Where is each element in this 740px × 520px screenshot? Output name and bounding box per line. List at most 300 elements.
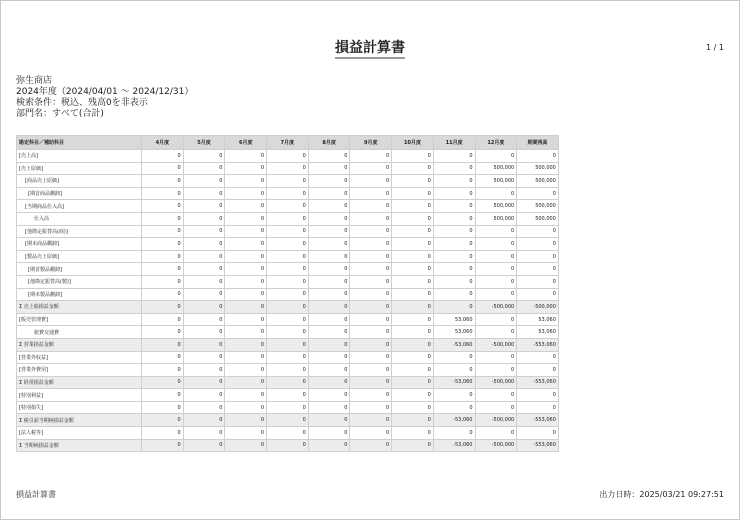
table-cell: 0 — [225, 376, 267, 389]
table-cell: 0 — [433, 250, 475, 263]
table-cell: -500,000 — [475, 338, 517, 351]
table-cell: 0 — [392, 326, 434, 339]
table-cell: 0 — [350, 238, 392, 251]
table-cell: 500,000 — [517, 162, 559, 175]
table-row — [17, 212, 559, 225]
header-column: 6月度 — [225, 136, 267, 150]
table-cell: 0 — [308, 389, 350, 402]
row-label: [商品売上原価] — [17, 175, 142, 188]
table-cell: 0 — [267, 414, 309, 427]
table-cell: 0 — [183, 162, 225, 175]
table-cell: 53,060 — [433, 313, 475, 326]
table-cell: 0 — [183, 187, 225, 200]
table-row — [17, 238, 559, 251]
table-cell: 0 — [267, 364, 309, 377]
table-cell: 0 — [267, 351, 309, 364]
table-cell: 0 — [183, 427, 225, 440]
table-cell: 0 — [142, 313, 184, 326]
table-cell: 0 — [142, 326, 184, 339]
table-cell: 0 — [308, 376, 350, 389]
table-row — [17, 150, 559, 163]
table-cell: 0 — [142, 439, 184, 452]
table-cell: 0 — [308, 162, 350, 175]
table-row — [17, 376, 559, 389]
table-cell: 0 — [308, 288, 350, 301]
row-label: [特別利益] — [17, 389, 142, 402]
table-cell: 0 — [392, 263, 434, 276]
row-label: [特別損失] — [17, 401, 142, 414]
header-account: 勘定科目／補助科目 — [17, 136, 142, 150]
table-cell: 0 — [142, 351, 184, 364]
table-cell: 500,000 — [475, 200, 517, 213]
table-cell: 0 — [350, 338, 392, 351]
table-cell: 500,000 — [517, 200, 559, 213]
row-label: Σ 経常損益金額 — [17, 376, 142, 389]
table-cell: 0 — [267, 427, 309, 440]
table-row — [17, 250, 559, 263]
table-cell: 0 — [475, 150, 517, 163]
table-cell: 0 — [308, 439, 350, 452]
table-cell: 0 — [267, 250, 309, 263]
table-cell: 0 — [475, 401, 517, 414]
table-cell: 0 — [433, 401, 475, 414]
table-cell: 0 — [183, 250, 225, 263]
table-cell: 0 — [142, 175, 184, 188]
table-cell: 0 — [392, 225, 434, 238]
table-cell: 0 — [350, 376, 392, 389]
table-cell: 0 — [433, 187, 475, 200]
table-cell: 0 — [183, 200, 225, 213]
table-cell: 0 — [142, 338, 184, 351]
row-label: Σ 営業損益金額 — [17, 338, 142, 351]
header-column: 7月度 — [267, 136, 309, 150]
table-cell: -553,060 — [517, 376, 559, 389]
table-cell: 0 — [517, 187, 559, 200]
table-cell: 0 — [517, 401, 559, 414]
table-cell: 0 — [517, 250, 559, 263]
table-cell: 0 — [142, 162, 184, 175]
table-cell: 0 — [308, 351, 350, 364]
table-cell: 0 — [433, 162, 475, 175]
table-cell: 0 — [142, 427, 184, 440]
table-row — [17, 364, 559, 377]
table-cell: 0 — [433, 351, 475, 364]
table-cell: 0 — [267, 288, 309, 301]
table-row — [17, 351, 559, 364]
table-cell: 0 — [142, 389, 184, 402]
table-row — [17, 401, 559, 414]
table-cell: 53,060 — [517, 313, 559, 326]
table-cell: 0 — [392, 288, 434, 301]
table-cell: 0 — [392, 376, 434, 389]
table-cell: 0 — [308, 212, 350, 225]
table-cell: 0 — [517, 225, 559, 238]
table-cell: 0 — [142, 275, 184, 288]
table-cell: 0 — [142, 238, 184, 251]
table-cell: -553,060 — [517, 439, 559, 452]
table-cell: 0 — [392, 175, 434, 188]
table-cell: 0 — [183, 401, 225, 414]
table-cell: 0 — [183, 212, 225, 225]
table-cell: 0 — [225, 301, 267, 314]
table-cell: 0 — [392, 162, 434, 175]
table-cell: 0 — [350, 427, 392, 440]
table-cell: 0 — [183, 376, 225, 389]
table-cell: 0 — [225, 288, 267, 301]
table-cell: 0 — [225, 414, 267, 427]
table-cell: 0 — [142, 401, 184, 414]
row-label: Σ 当期純損益金額 — [17, 439, 142, 452]
table-row — [17, 414, 559, 427]
table-cell: 0 — [475, 326, 517, 339]
table-cell: -500,000 — [475, 301, 517, 314]
table-cell: -500,000 — [475, 376, 517, 389]
table-cell: 0 — [267, 275, 309, 288]
table-cell: 0 — [267, 162, 309, 175]
table-cell: -553,060 — [517, 414, 559, 427]
table-cell: 0 — [433, 200, 475, 213]
table-cell: 0 — [392, 389, 434, 402]
table-cell: 0 — [267, 301, 309, 314]
table-cell: -53,060 — [433, 439, 475, 452]
table-cell: 0 — [308, 275, 350, 288]
table-cell: 0 — [142, 364, 184, 377]
table-cell: 0 — [350, 364, 392, 377]
table-cell: 0 — [350, 187, 392, 200]
header-column: 期間残高 — [517, 136, 559, 150]
table-cell: 0 — [267, 439, 309, 452]
table-cell: 0 — [142, 212, 184, 225]
table-cell: 0 — [225, 250, 267, 263]
table-cell: 0 — [517, 351, 559, 364]
table-row — [17, 225, 559, 238]
table-cell: 0 — [392, 313, 434, 326]
table-cell: 0 — [267, 389, 309, 402]
table-cell: 0 — [517, 364, 559, 377]
table-cell: 0 — [392, 427, 434, 440]
table-cell: -500,000 — [475, 439, 517, 452]
table-row — [17, 389, 559, 402]
table-cell: 0 — [392, 275, 434, 288]
table-cell: 0 — [392, 401, 434, 414]
table-cell: -53,060 — [433, 338, 475, 351]
table-cell: 0 — [267, 338, 309, 351]
table-cell: 53,060 — [433, 326, 475, 339]
header-column: 5月度 — [183, 136, 225, 150]
table-cell: 0 — [517, 275, 559, 288]
table-cell: 0 — [392, 301, 434, 314]
table-cell: 0 — [308, 200, 350, 213]
table-cell: 0 — [350, 162, 392, 175]
table-cell: 0 — [183, 263, 225, 276]
table-row — [17, 187, 559, 200]
table-cell: 0 — [142, 187, 184, 200]
table-cell: 0 — [433, 175, 475, 188]
table-row — [17, 338, 559, 351]
row-label: 旅費交通費 — [17, 326, 142, 339]
table-row — [17, 288, 559, 301]
row-label: [期末製品棚卸] — [17, 288, 142, 301]
table-cell: 0 — [142, 263, 184, 276]
search-condition: 検索条件：税込、残高0を非表示 — [16, 98, 148, 108]
row-label: 仕入高 — [17, 212, 142, 225]
table-cell: 0 — [308, 364, 350, 377]
table-cell: 0 — [225, 364, 267, 377]
table-cell: 0 — [225, 313, 267, 326]
table-cell: 0 — [183, 364, 225, 377]
table-cell: 0 — [350, 401, 392, 414]
table-row — [17, 301, 559, 314]
table-cell: 0 — [350, 225, 392, 238]
table-cell: 0 — [350, 175, 392, 188]
row-label: [期首製品棚卸] — [17, 263, 142, 276]
table-cell: 0 — [350, 263, 392, 276]
table-cell: 0 — [308, 401, 350, 414]
header-column: 9月度 — [350, 136, 392, 150]
table-cell: 0 — [433, 275, 475, 288]
row-label: Σ 売上総損益金額 — [17, 301, 142, 314]
table-row — [17, 162, 559, 175]
table-cell: 500,000 — [475, 212, 517, 225]
table-cell: 0 — [433, 288, 475, 301]
table-cell: 500,000 — [517, 212, 559, 225]
company-name: 弥生商店 — [16, 76, 53, 86]
table-row — [17, 175, 559, 188]
table-cell: 0 — [392, 238, 434, 251]
table-cell: 0 — [267, 313, 309, 326]
row-label: [当期商品仕入高] — [17, 200, 142, 213]
table-cell: 0 — [392, 364, 434, 377]
table-cell: 0 — [308, 225, 350, 238]
table-cell: 0 — [225, 401, 267, 414]
row-label: [期末商品棚卸] — [17, 238, 142, 251]
table-cell: 0 — [308, 326, 350, 339]
table-cell: 0 — [392, 212, 434, 225]
table-cell: 0 — [225, 162, 267, 175]
table-cell: 500,000 — [517, 175, 559, 188]
table-cell: 0 — [475, 389, 517, 402]
table-cell: 0 — [225, 263, 267, 276]
row-label: Σ 税引前当期純損益金額 — [17, 414, 142, 427]
header-column: 11月度 — [433, 136, 475, 150]
table-cell: 0 — [183, 301, 225, 314]
table-cell: 0 — [225, 427, 267, 440]
table-cell: 0 — [225, 275, 267, 288]
table-cell: 0 — [183, 225, 225, 238]
table-cell: 0 — [308, 238, 350, 251]
table-cell: 0 — [350, 351, 392, 364]
row-label: [売上高] — [17, 150, 142, 163]
table-cell: 0 — [517, 389, 559, 402]
table-cell: 0 — [267, 376, 309, 389]
table-cell: 0 — [392, 250, 434, 263]
table-cell: 0 — [225, 338, 267, 351]
table-cell: 0 — [475, 351, 517, 364]
table-cell: 0 — [308, 338, 350, 351]
table-cell: 0 — [308, 313, 350, 326]
table-cell: 0 — [225, 150, 267, 163]
table-cell: -53,060 — [433, 414, 475, 427]
table-cell: -500,000 — [517, 301, 559, 314]
footer-output-datetime: 出力日時：2025/03/21 09:27:51 — [599, 490, 724, 499]
row-label: [製品売上原価] — [17, 250, 142, 263]
table-cell: 0 — [225, 439, 267, 452]
table-cell: 0 — [183, 414, 225, 427]
table-cell: 0 — [183, 389, 225, 402]
table-cell: 0 — [225, 351, 267, 364]
table-cell: 0 — [433, 301, 475, 314]
row-label: [法人税等] — [17, 427, 142, 440]
table-cell: -553,060 — [517, 338, 559, 351]
table-cell: 0 — [475, 364, 517, 377]
table-cell: 0 — [225, 175, 267, 188]
table-cell: 0 — [475, 225, 517, 238]
table-cell: 0 — [350, 439, 392, 452]
table-row — [17, 427, 559, 440]
table-cell: 0 — [142, 200, 184, 213]
table-cell: 0 — [392, 200, 434, 213]
table-cell: 0 — [433, 427, 475, 440]
table-cell: 0 — [475, 238, 517, 251]
table-cell: 0 — [225, 389, 267, 402]
table-cell: 0 — [350, 389, 392, 402]
table-cell: 0 — [433, 225, 475, 238]
row-label: [他勘定振替高(製)] — [17, 275, 142, 288]
table-cell: 0 — [142, 414, 184, 427]
table-cell: -53,060 — [433, 376, 475, 389]
table-row — [17, 275, 559, 288]
table-cell: 0 — [308, 263, 350, 276]
table-cell: 0 — [183, 439, 225, 452]
table-cell: 0 — [475, 427, 517, 440]
table-row — [17, 263, 559, 276]
table-row — [17, 326, 559, 339]
table-cell: 0 — [183, 351, 225, 364]
table-cell: 500,000 — [475, 162, 517, 175]
table-cell: 0 — [142, 250, 184, 263]
report-title: 損益計算書 — [0, 37, 740, 57]
table-cell: 0 — [183, 150, 225, 163]
table-cell: 53,060 — [517, 326, 559, 339]
table-cell: 0 — [350, 275, 392, 288]
row-label: [営業外収益] — [17, 351, 142, 364]
table-cell: 0 — [392, 414, 434, 427]
table-cell: 0 — [308, 414, 350, 427]
header-column: 4月度 — [142, 136, 184, 150]
table-cell: 0 — [142, 225, 184, 238]
table-cell: 0 — [225, 212, 267, 225]
table-cell: 0 — [350, 326, 392, 339]
table-cell: 0 — [267, 263, 309, 276]
table-cell: 0 — [350, 313, 392, 326]
table-cell: 0 — [350, 150, 392, 163]
header-column: 8月度 — [308, 136, 350, 150]
table-cell: 0 — [225, 187, 267, 200]
table-cell: 0 — [267, 326, 309, 339]
table-cell: 0 — [433, 212, 475, 225]
table-cell: 0 — [308, 427, 350, 440]
table-cell: 0 — [142, 288, 184, 301]
table-cell: 0 — [308, 175, 350, 188]
table-cell: 0 — [183, 275, 225, 288]
table-cell: 0 — [183, 338, 225, 351]
table-cell: 0 — [475, 250, 517, 263]
row-label: [他勘定振替高(商)] — [17, 225, 142, 238]
table-cell: 0 — [517, 263, 559, 276]
table-cell: 0 — [308, 150, 350, 163]
table-cell: 0 — [142, 150, 184, 163]
table-cell: 0 — [308, 187, 350, 200]
table-cell: 0 — [350, 414, 392, 427]
table-row — [17, 439, 559, 452]
row-label: [営業外費用] — [17, 364, 142, 377]
department-name: 部門名：すべて(合計) — [16, 109, 104, 119]
table-cell: 0 — [350, 288, 392, 301]
table-cell: 0 — [183, 326, 225, 339]
table-cell: 0 — [475, 263, 517, 276]
table-cell: 0 — [267, 225, 309, 238]
table-header-row — [17, 136, 559, 150]
table-cell: 0 — [267, 212, 309, 225]
table-cell: 0 — [433, 150, 475, 163]
table-cell: -500,000 — [475, 414, 517, 427]
table-cell: 0 — [350, 250, 392, 263]
table-cell: 0 — [267, 175, 309, 188]
table-cell: 0 — [225, 225, 267, 238]
table-cell: 0 — [350, 200, 392, 213]
table-cell: 0 — [433, 238, 475, 251]
fiscal-period: 2024年度（2024/04/01 ～ 2024/12/31） — [16, 87, 194, 97]
table-cell: 0 — [183, 238, 225, 251]
table-cell: 0 — [225, 200, 267, 213]
table-cell: 0 — [183, 175, 225, 188]
table-cell: 0 — [475, 288, 517, 301]
report-meta — [16, 76, 193, 120]
table-cell: 0 — [433, 364, 475, 377]
table-cell: 0 — [392, 439, 434, 452]
table-cell: 0 — [517, 288, 559, 301]
table-cell: 0 — [517, 238, 559, 251]
table-cell: 0 — [183, 288, 225, 301]
table-cell: 0 — [392, 187, 434, 200]
table-cell: 0 — [517, 150, 559, 163]
table-cell: 0 — [475, 313, 517, 326]
table-row — [17, 200, 559, 213]
row-label: [販売管理費] — [17, 313, 142, 326]
table-cell: 0 — [433, 263, 475, 276]
table-cell: 0 — [475, 275, 517, 288]
table-cell: 0 — [142, 376, 184, 389]
table-cell: 0 — [392, 338, 434, 351]
table-cell: 0 — [225, 326, 267, 339]
table-cell: 0 — [183, 313, 225, 326]
table-cell: 0 — [267, 238, 309, 251]
table-cell: 0 — [267, 401, 309, 414]
page-number: 1 / 1 — [706, 43, 724, 52]
table-cell: 0 — [433, 389, 475, 402]
table-cell: 0 — [225, 238, 267, 251]
table-cell: 0 — [517, 427, 559, 440]
table-cell: 0 — [350, 212, 392, 225]
header-column: 10月度 — [392, 136, 434, 150]
table-cell: 0 — [267, 200, 309, 213]
income-statement-table — [16, 135, 559, 452]
header-column: 12月度 — [475, 136, 517, 150]
table-cell: 0 — [267, 150, 309, 163]
table-cell: 0 — [475, 187, 517, 200]
row-label: [期首商品棚卸] — [17, 187, 142, 200]
row-label: [売上原価] — [17, 162, 142, 175]
